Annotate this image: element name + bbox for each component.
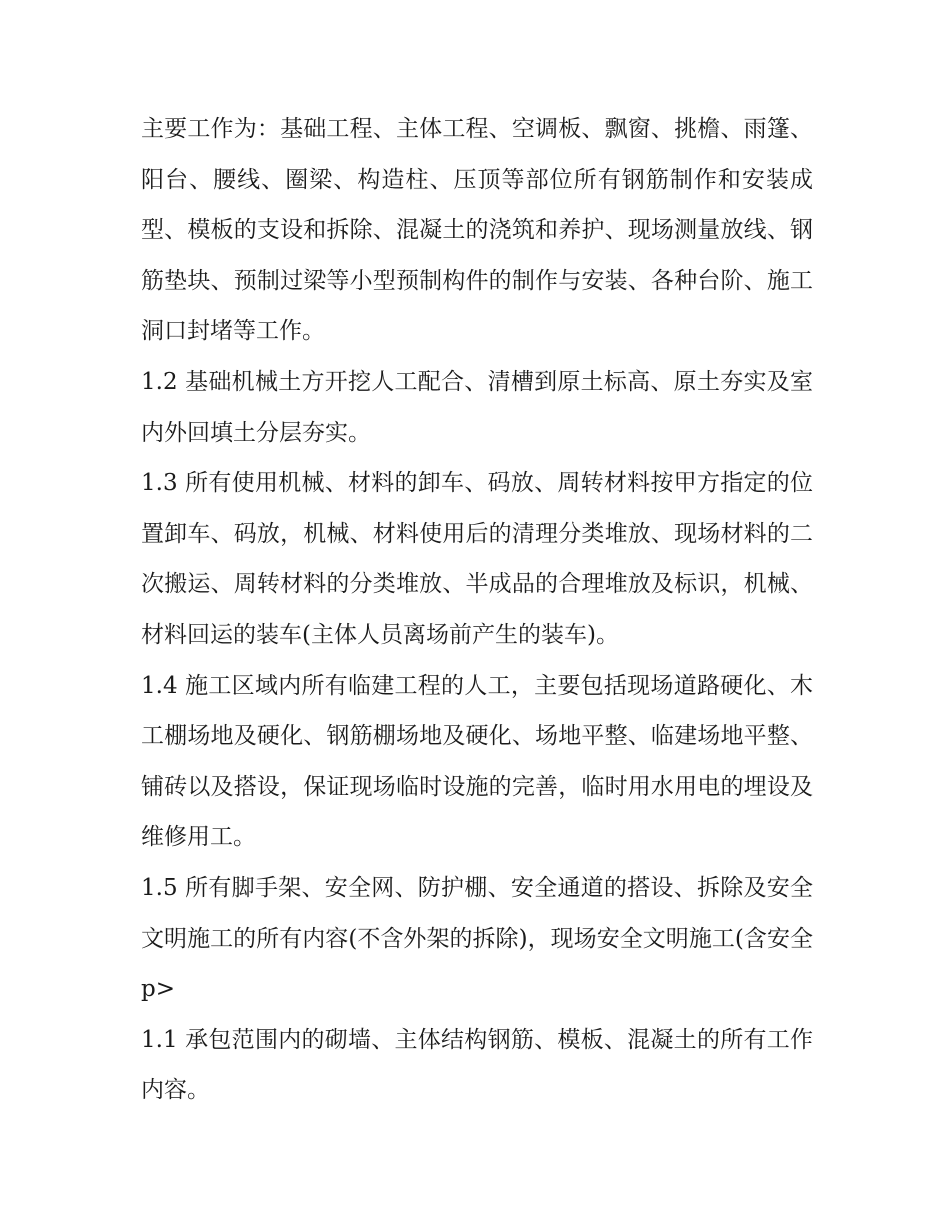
paragraph-1-4: 1.4 施工区域内所有临建工程的人工，主要包括现场道路硬化、木工棚场地及硬化、钢筋棚场地及硬化、场地平整、临建场地平整、铺砖以及搭设，保证现场临时设施的完善，临时用水用电的埋设及维修用工。 — [141, 672, 813, 851]
paragraph-1-3: 1.3 所有使用机械、材料的卸车、码放、周转材料按甲方指定的位置卸车、码放，机械、材料使用后的清理分类堆放、现场材料的二次搬运、周转材料的分类堆放、半成品的合理堆放及标识，机械、材料回运的装车(主体人员离场前产生的装车)。 — [141, 470, 813, 648]
paragraph-1-1: 1.1 承包范围内的砌墙、主体结构钢筋、模板、混凝土的所有工作内容。 — [141, 1026, 813, 1104]
document-page — [141, 104, 813, 1116]
paragraph-scope-main-work: 主要工作为：基础工程、主体工程、空调板、飘窗、挑檐、雨篷、阳台、腰线、圈梁、构造柱、压顶等部位所有钢筋制作和安装成型、模板的支设和拆除、混凝土的浇筑和养护、现场测量放线、钢筋垫块、预制过梁等小型预制构件的制作与安装、各种台阶、施工洞口封堵等工作。 — [141, 116, 813, 345]
paragraph-1-2: 1.2 基础机械土方开挖人工配合、清槽到原土标高、原土夯实及室内外回填土分层夯实。 — [141, 368, 813, 446]
paragraph-1-5: 1.5 所有脚手架、安全网、防护棚、安全通道的搭设、拆除及安全文明施工的所有内容(不含外架的拆除)，现场安全文明施工(含安全 p> — [141, 874, 813, 1003]
